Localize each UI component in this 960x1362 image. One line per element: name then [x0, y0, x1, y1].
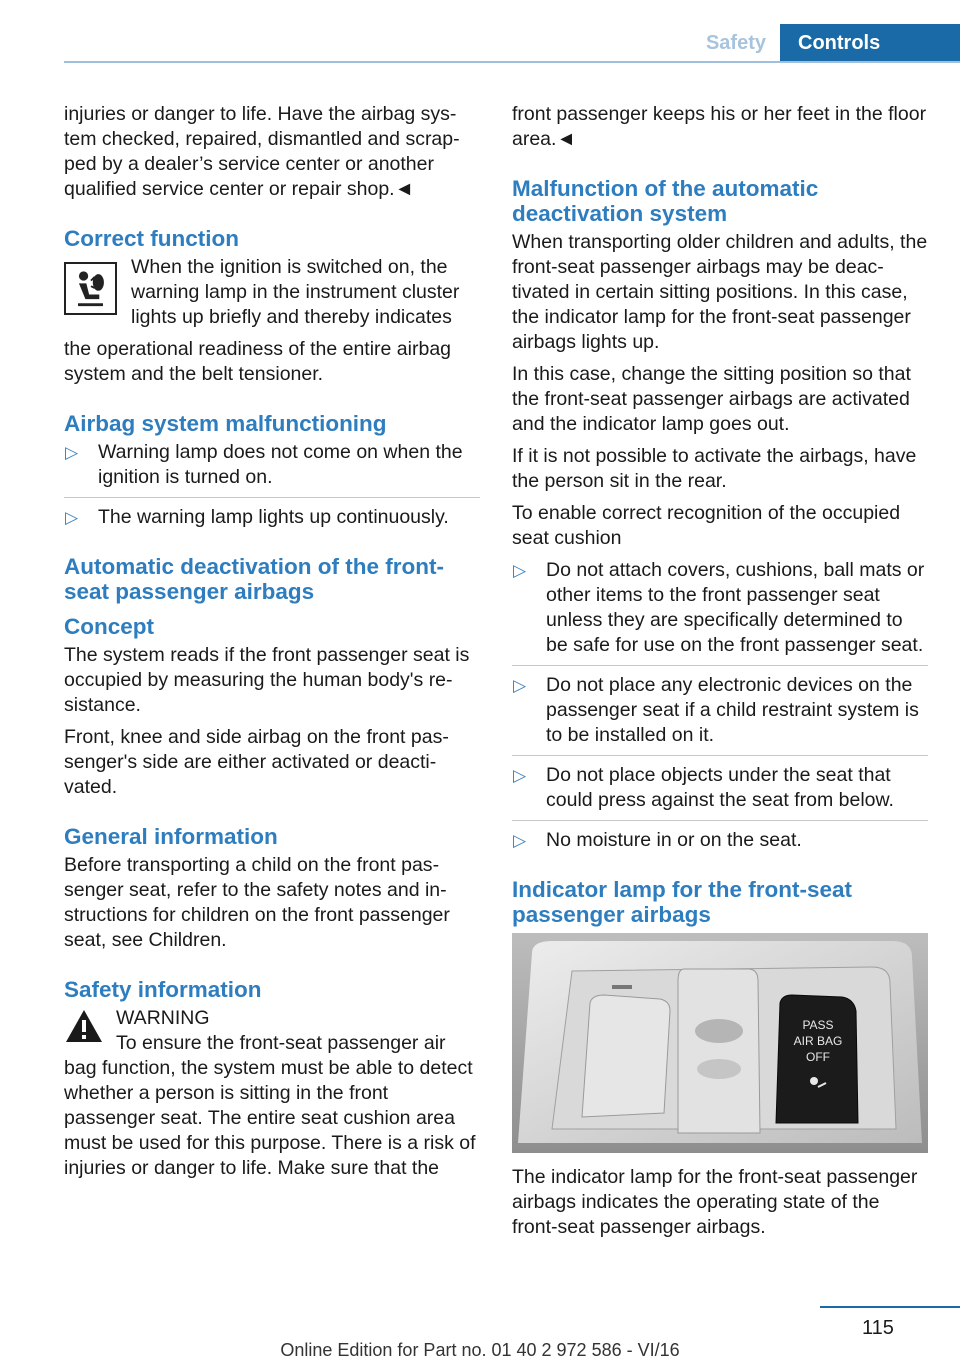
list-divider: [512, 820, 928, 821]
heading-auto-deactivation: Automatic deactivation of the front-seat passenger airbags: [64, 554, 445, 604]
heading-indicator-lamp: Indicator lamp for the front-seat passenger airbags: [512, 877, 853, 927]
intro-paragraph: injuries or danger to life. Have the airbag system checked, repaired, dismantled and scrapped by a dealer’s service center or another qualified service center or repair shop.◄: [64, 103, 460, 200]
malfunction-paragraph-2: In this case, change the sitting position so that the front-seat passenger airbags are activated and the indicator lamp goes out.: [512, 363, 911, 435]
indicator-caption: The indicator lamp for the front-seat passenger airbags indicates the operating state of the front-seat passenger airbags.: [512, 1166, 918, 1238]
header-tab-controls: Controls: [780, 24, 960, 62]
heading-general-information: General information: [64, 824, 278, 849]
concept-paragraph-1: The system reads if the front passenger seat is occupied by measuring the human body's resistance.: [64, 644, 470, 716]
warning-block: [64, 1006, 480, 1056]
page-header: [692, 24, 960, 62]
list-item: ▷ Do not attach covers, cushions, ball mats or other items to the front passenger seat unless they are specifically determined to be safe for use on the front passenger seat.: [513, 559, 925, 656]
list-divider: [512, 755, 928, 756]
heading-malfunction-auto-deactivation: Malfunction of the automatic deactivation system: [512, 176, 819, 226]
correct-function-text: When the ignition is switched on, the warning lamp in the instrument cluster lights up briefly and thereby indicates: [131, 256, 460, 328]
airbag-warning-icon: [64, 262, 117, 315]
header-rule: [64, 61, 960, 63]
heading-concept: Concept: [64, 614, 154, 639]
malfunction-paragraph-3: If it is not possible to activate the airbags, have the person sit in the rear.: [512, 445, 917, 492]
list-item: ▷ No moisture in or on the seat.: [513, 829, 802, 851]
general-paragraph: Before transporting a child on the front passenger seat, refer to the safety notes and instructions for children on the front passenger seat, see Children.: [64, 854, 450, 951]
right-column: [512, 102, 928, 1247]
edition-line: Online Edition for Part no. 01 40 2 972 586 - VI/16: [280, 1340, 680, 1360]
seat-cushion-list: [512, 558, 928, 853]
malfunction-paragraph-1: When transporting older children and adults, the front-seat passenger airbags may be deactivated in certain sitting positions. In this case, the indicator lamp for the front-seat passenger airbags lights up.: [512, 231, 928, 353]
concept-paragraph-2: Front, knee and side airbag on the front passenger's side are either activated or deactivated.: [64, 726, 449, 798]
malfunction-paragraph-4: To enable correct recognition of the occupied seat cushion: [512, 502, 901, 549]
list-divider: [64, 497, 480, 498]
header-section-label: Safety: [705, 32, 766, 54]
warning-label: WARNING: [116, 1007, 210, 1029]
bullet-triangle-icon: ▷: [513, 561, 527, 580]
correct-function-text-cont: the operational readiness of the entire airbag system and the belt tensioner.: [64, 338, 452, 385]
bullet-triangle-icon: ▷: [65, 443, 79, 462]
continued-paragraph: front passenger keeps his or her feet in the floor area.◄: [512, 103, 927, 150]
indicator-lamp-photo: [512, 933, 928, 1153]
photo-label-off: OFF: [806, 1050, 830, 1064]
bullet-triangle-icon: ▷: [513, 831, 527, 850]
bullet-triangle-icon: ▷: [513, 676, 527, 695]
photo-label-airbag: AIR BAG: [793, 1034, 843, 1048]
list-item: ▷ Do not place objects under the seat that could press against the seat from below.: [513, 764, 894, 811]
warning-line-1: To ensure the front-seat passenger air: [116, 1032, 446, 1054]
page-number: 115: [862, 1317, 894, 1339]
bullet-triangle-icon: ▷: [65, 508, 79, 527]
warning-text: bag function, the system must be able to detect whether a person is sitting in the front passenger seat. The entire seat cushion area must be used for this purpose. There is a risk of injuries or danger to life. Make sure that the: [64, 1057, 476, 1179]
correct-function-block: [64, 255, 480, 330]
heading-airbag-malfunction: Airbag system malfunctioning: [64, 411, 387, 436]
list-divider: [512, 665, 928, 666]
bullet-triangle-icon: ▷: [513, 766, 527, 785]
heading-correct-function: Correct function: [64, 226, 240, 251]
warning-triangle-icon: [64, 1008, 104, 1044]
heading-safety-information: Safety information: [64, 977, 262, 1002]
malfunction-list: [64, 440, 480, 530]
list-item: ▷ Do not place any electronic devices on the passenger seat if a child restraint system is to be installed on it.: [513, 674, 919, 746]
footer-rule: [820, 1306, 960, 1308]
list-item: ▷ Warning lamp does not come on when the ignition is turned on.: [65, 441, 463, 488]
photo-label-pass: PASS: [802, 1018, 834, 1032]
list-item: ▷ The warning lamp lights up continuously.: [65, 506, 449, 528]
left-column: [64, 102, 480, 1188]
